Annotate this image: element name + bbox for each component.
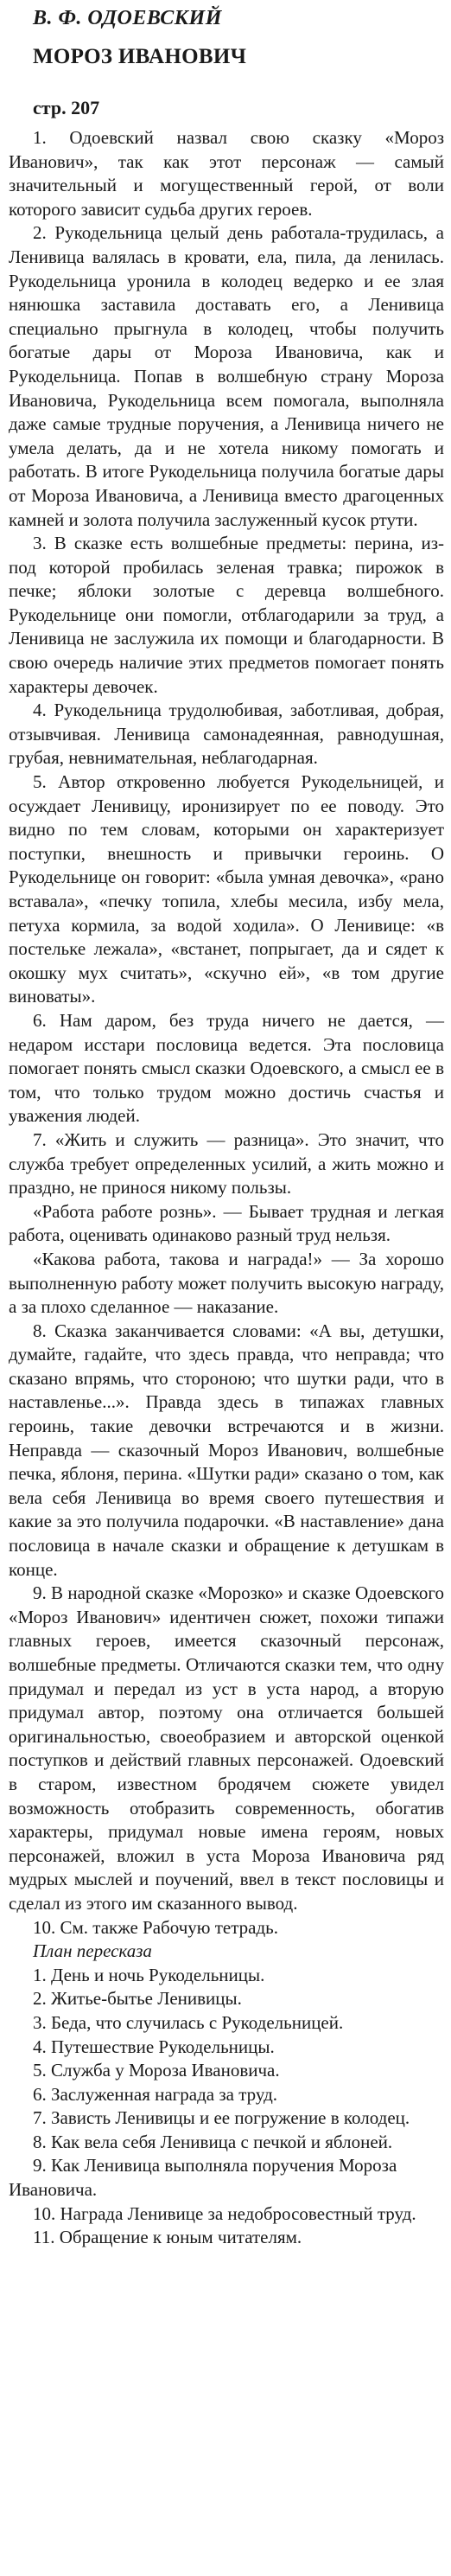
plan-item: 4. Путешествие Рукодельницы. (33, 2036, 275, 2057)
answer-paragraph: 2. Рукодельница целый день работала-трудилась, а Ленивица валялась в кровати, ела, пила, да ленилась. Рукодельница уронила в колодец ведерко и ее злая нянюшка заставила доставать его, а Ленивица специально прыгнула в колодец, чтобы получить богатые дары от Мороза Ивановича, как и Рукодельница. Попав в волшебную страну Мороза Ивановича, Рукодельница всем помогала, выполняла даже самые трудные поручения, а Ленивица ничего не умела делать, да и не хотела никому помогать и работать. В итоге Рукодельница получила богатые дары от Мороза Ивановича, а Ленивица вместо драгоценных камней и золота получила заслуженный кусок ртути. (9, 222, 444, 530)
answer-paragraph: «Работа работе рознь». — Бывает трудная и легкая работа, оценивать одинаково разный труд нельзя. (9, 1200, 444, 1246)
answer-paragraph: 8. Сказка заканчивается словами: «А вы, детушки, думайте, гадайте, что здесь правда, что неправда; что сказано впрямь, что стороною; что шутки ради, что в наставленье...». Правда здесь в типажах главных героинь, такие девочки встречаются и в жизни. Неправда — сказочный Мороз Иванович, волшебные печка, яблоня, перина. «Шутки ради» сказано о том, как вела себя Ленивица во время своего путешествия и какие за это получила подарочки. «В наставление» дана пословица в начале сказки и обращение к детушкам в конце. (9, 1320, 444, 1580)
answer-text (9, 126, 444, 2250)
plan-item: 9. Как Ленивица выполняла поручения Мороза Ивановича. (9, 2155, 397, 2201)
plan-item: 2. Житье-бытье Ленивицы. (33, 1988, 242, 2010)
plan-item: 1. День и ночь Рукодельницы. (33, 1964, 265, 1985)
author-heading: В. Ф. ОДОЕВСКИЙ (33, 7, 222, 29)
answer-paragraph: 5. Автор откровенно любуется Рукодельницей, и осуждает Ленивицу, иронизирует по ее поводу. Это видно по тем словам, которыми он характеризует поступки, внешность и привычки героинь. О Рукодельнице он говорит: «была умная девочка», «рано вставала», «печку топила, хлебы месила, избу мела, петуха кормила, за водой ходила». О Ленивице: «в постельке лежала», «встанет, попрыгает, да и сядет к окошку мух считать», «скучно ей», «в том другие виноваты». (9, 771, 444, 1007)
page-reference: стр. 207 (33, 97, 100, 118)
plan-item: 7. Зависть Ленивицы и ее погружение в колодец. (33, 2107, 410, 2129)
story-title: МОРОЗ ИВАНОВИЧ (33, 45, 247, 68)
plan-item: 8. Как вела себя Ленивица с печкой и яблоней. (33, 2131, 393, 2152)
answer-paragraph: 4. Рукодельница трудолюбивая, заботливая, добрая, отзывчивая. Ленивица самонадеянная, равнодушная, грубая, невнимательная, неблагодарная. (9, 700, 444, 769)
plan-item: 11. Обращение к юным читателям. (33, 2227, 302, 2248)
plan-item: 6. Заслуженная награда за труд. (33, 2083, 278, 2105)
answer-paragraph: 9. В народной сказке «Морозко» и сказке Одоевского «Мороз Иванович» идентичен сюжет, похожи типажи главных героев, имеется сказочный персонаж, волшебные предметы. Отличаются сказки тем, что одну придумал и передал из уст в уста народ, а вторую придумал автор, поэтому она отличается большей оригинальностью, своеобразием и авторской оценкой поступков и действий главных персонажей. Одоевский в старом, известном бродячем сюжете увидел возможность отобразить современность, обогатив характеры, придумал новые имена героям, новых персонажей, вложил в уста Мороза Ивановича ряд мудрых мыслей и поучений, ввел в текст пословицы и сделал из этого им сказанного вывод. (9, 1582, 444, 1914)
answer-paragraph: 3. В сказке есть волшебные предметы: перина, из-под которой пробилась зеленая травка; пирожок в печке; яблоки золотые с деревца волшебного. Рукодельнице они помогли, отблагодарили за труд, а Ленивица не заслужила их помощи и благодарности. В свою очередь наличие этих предметов помогает понять характеры девочек. (9, 533, 444, 697)
answer-paragraph: 1. Одоевский назвал свою сказку «Мороз Иванович», так как этот персонаж — самый значительный и могущественный герой, от воли которого зависит судьба других героев. (9, 127, 444, 220)
plan-item: 5. Служба у Мороза Ивановича. (33, 2060, 280, 2081)
plan-item: 3. Беда, что случилась с Рукодельницей. (33, 2011, 344, 2033)
answer-paragraph: 6. Нам даром, без труда ничего не дается, — недаром исстари пословица ведется. Эта пословица помогает понять смысл сказки Одоевского, а смысл ее в том, что только трудом можно достичь счастья и уважения людей. (9, 1009, 444, 1127)
plan-heading: План пересказа (33, 1940, 152, 1962)
answer-paragraph: «Какова работа, такова и награда!» — За хорошо выполненную работу может получить высокую награду, а за плохо сделанное — наказание. (9, 1248, 444, 1318)
answer-paragraph: 7. «Жить и служить — разница». Это значит, что служба требует определенных усилий, а жить можно и праздно, не принося никому пользы. (9, 1128, 444, 1199)
answer-paragraph: 10. См. также Рабочую тетрадь. (33, 1916, 278, 1938)
plan-item: 10. Награда Ленивице за недобросовестный труд. (33, 2202, 416, 2224)
